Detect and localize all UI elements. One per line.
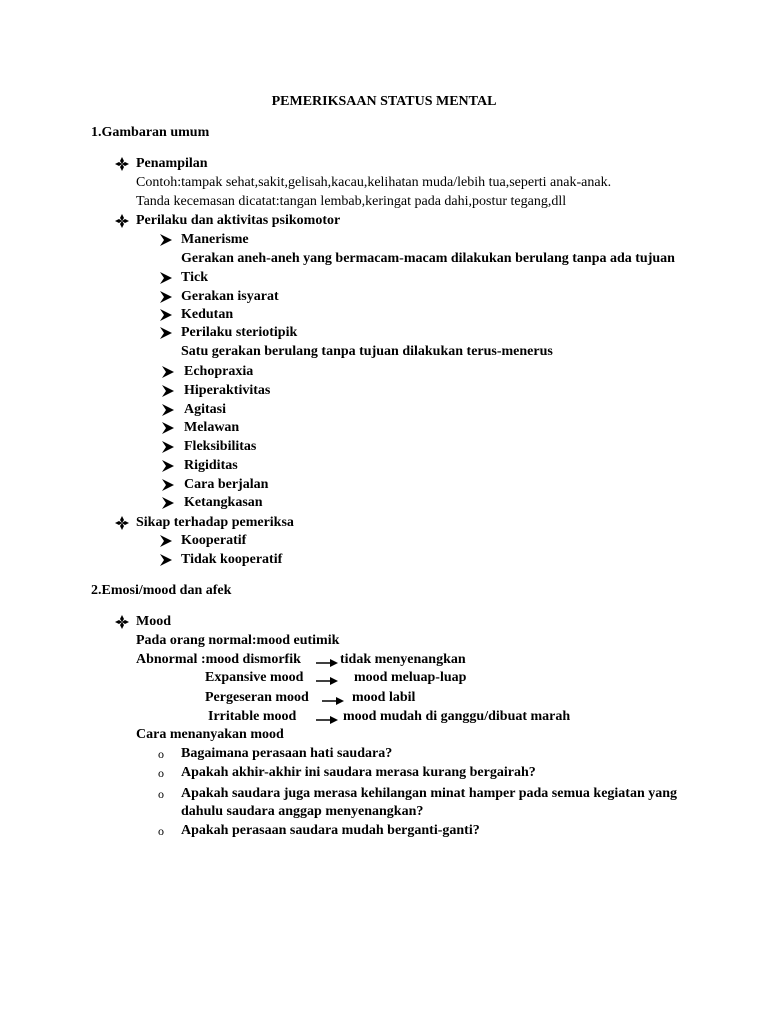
arrowhead-bullet-icon [160,272,172,284]
list-item: Gerakan isyarat [181,289,279,304]
right-arrow-icon [316,714,338,724]
section-heading-emosi-mood: 2.Emosi/mood dan afek [91,583,232,598]
arrowhead-bullet-icon [160,309,172,321]
list-item: Kooperatif [181,533,247,548]
list-item: Hiperaktivitas [184,383,271,398]
arrowhead-bullet-icon [162,479,174,491]
arrowhead-bullet-icon [160,234,172,246]
right-arrow-icon [322,695,344,705]
mood-result: mood meluap-luap [354,670,467,685]
diamond-bullet-icon [115,214,129,228]
circle-bullet-icon: o [158,747,164,761]
circle-bullet-icon: o [158,824,164,838]
arrowhead-bullet-icon [160,535,172,547]
list-item: Tick [181,270,208,285]
manerisme-description: Gerakan aneh-aneh yang bermacam-macam dilakukan berulang tanpa ada tujuan [181,251,675,266]
list-item-continuation: dahulu saudara anggap menyenangkan? [181,804,424,819]
steriotipik-description: Satu gerakan berulang tanpa tujuan dilakukan terus-menerus [181,344,553,359]
list-item: Perilaku steriotipik [181,325,298,340]
list-item: Tidak kooperatif [181,552,283,567]
arrowhead-bullet-icon [162,441,174,453]
penampilan-anxiety-note: Tanda kecemasan dicatat:tangan lembab,keringat pada dahi,postur tegang,dll [136,194,567,209]
list-item: Echopraxia [184,364,254,379]
arrowhead-bullet-icon [162,404,174,416]
diamond-bullet-icon [115,615,129,629]
perilaku-label: Perilaku dan aktivitas psikomotor [136,213,341,228]
list-item: Apakah saudara juga merasa kehilangan minat hamper pada semua kegiatan yang [181,786,678,801]
page-title: PEMERIKSAAN STATUS MENTAL [271,94,497,109]
arrowhead-bullet-icon [162,385,174,397]
list-item: Apakah perasaan saudara mudah berganti-ganti? [181,823,480,838]
mood-term: Expansive mood [205,670,304,685]
list-item: Kedutan [181,307,234,322]
arrowhead-bullet-icon [162,366,174,378]
list-item: Manerisme [181,232,249,247]
mood-term: Irritable mood [208,709,297,724]
mood-result: mood mudah di ganggu/dibuat marah [343,709,571,724]
right-arrow-icon [316,657,338,667]
mood-abnormal-term: Abnormal :mood dismorfik [136,652,301,667]
diamond-bullet-icon [115,157,129,171]
list-item: Fleksibilitas [184,439,257,454]
mood-question-heading: Cara menanyakan mood [136,727,284,742]
circle-bullet-icon: o [158,766,164,780]
arrowhead-bullet-icon [162,460,174,472]
sikap-label: Sikap terhadap pemeriksa [136,515,294,530]
list-item: Ketangkasan [184,495,263,510]
circle-bullet-icon: o [158,787,164,801]
mood-normal: Pada orang normal:mood eutimik [136,633,340,648]
list-item: Melawan [184,420,240,435]
mood-abnormal-result: tidak menyenangkan [340,652,466,667]
arrowhead-bullet-icon [160,327,172,339]
list-item: Rigiditas [184,458,238,473]
mood-term: Pergeseran mood [205,690,309,705]
section-heading-gambaran-umum: 1.Gambaran umum [91,125,210,140]
arrowhead-bullet-icon [160,291,172,303]
mood-result: mood labil [352,690,416,705]
list-item: Cara berjalan [184,477,269,492]
mood-label: Mood [136,614,171,629]
penampilan-example: Contoh:tampak sehat,sakit,gelisah,kacau,kelihatan muda/lebih tua,seperti anak-anak. [136,175,612,190]
arrowhead-bullet-icon [162,422,174,434]
right-arrow-icon [316,675,338,685]
diamond-bullet-icon [115,516,129,530]
arrowhead-bullet-icon [162,497,174,509]
list-item: Bagaimana perasaan hati saudara? [181,746,393,761]
arrowhead-bullet-icon [160,554,172,566]
list-item: Apakah akhir-akhir ini saudara merasa kurang bergairah? [181,765,536,780]
list-item: Agitasi [184,402,226,417]
penampilan-label: Penampilan [136,156,208,171]
